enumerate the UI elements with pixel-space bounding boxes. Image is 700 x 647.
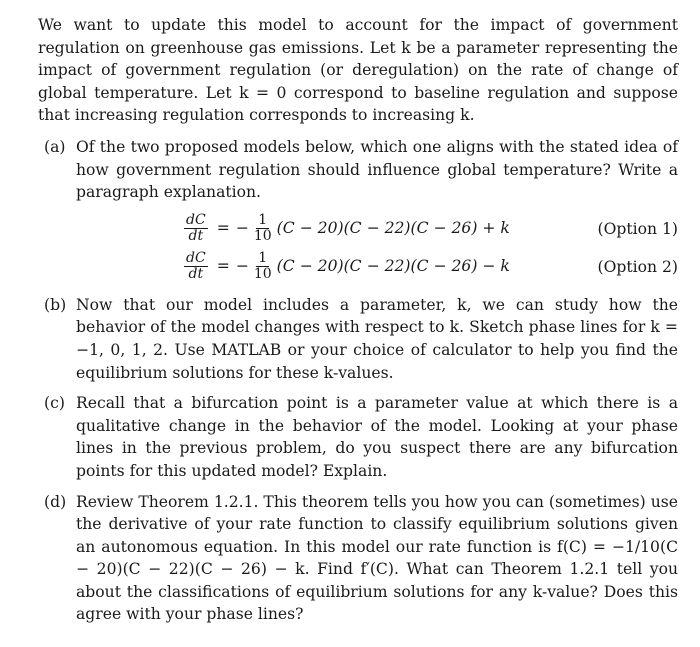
part-a (38, 136, 678, 284)
part-a-text: Of the two proposed models below, which one aligns with the stated idea of how government regulation should influence global temperature? Write a paragraph explanation. (76, 137, 678, 202)
equation-option-2-math (181, 250, 510, 284)
coefficient-fraction (252, 251, 274, 282)
equation-option-1 (76, 212, 678, 246)
coefficient-fraction (252, 213, 274, 244)
equation-tag: (Option 1) (597, 219, 678, 238)
coefficient-numerator: 1 (258, 250, 268, 267)
equation-tag: (Option 2) (597, 257, 678, 276)
equation-body: (C − 20)(C − 22)(C − 26) − k (276, 257, 510, 276)
part-b (38, 294, 678, 384)
part-b-label: (b) (44, 295, 67, 314)
equation-block (76, 212, 678, 284)
equation-body: (C − 20)(C − 22)(C − 26) + k (276, 219, 510, 238)
derivative-numerator: dC (186, 212, 206, 229)
minus-sign: − (235, 257, 249, 276)
equals-sign: = (216, 219, 230, 238)
part-b-text: Now that our model includes a parameter, k, we can study how the behavior of the model changes with respect to k. Sketch phase lines for k = −1, 0, 1, 2. Use MATLAB or your choice of calculator to help you find the equilibrium solutions for these k-values. (76, 295, 678, 382)
equation-option-2 (76, 250, 678, 284)
part-a-label: (a) (44, 137, 66, 156)
derivative-fraction (184, 213, 208, 244)
part-c-text: Recall that a bifurcation point is a parameter value at which there is a qualitative change in the behavior of the model. Looking at your phase lines in the previous problem, do you suspect there are any bifurcation points for this updated model? Explain. (76, 394, 678, 480)
coefficient-denominator: 10 (253, 266, 272, 283)
part-d (38, 491, 678, 627)
coefficient-numerator: 1 (258, 212, 268, 229)
derivative-fraction (184, 251, 208, 282)
derivative-numerator: dC (186, 250, 206, 267)
part-d-label: (d) (44, 492, 67, 511)
equals-sign: = (216, 257, 230, 276)
derivative-denominator: dt (188, 266, 204, 283)
minus-sign: − (235, 219, 249, 238)
intro-paragraph: We want to update this model to account for the impact of government regulation on greenhouse gas emissions. Let k be a parameter representing the impact of government regulation (or deregulation) on the rate of change of global temperature. Let k = 0 correspond to baseline regulation and suppose that increasing regulation corresponds to increasing k. (38, 16, 678, 125)
part-d-text: Review Theorem 1.2.1. This theorem tells you how you can (sometimes) use the derivative of your rate function to classify equilibrium solutions given an autonomous equation. In this model our rate function is f(C) = −1/10(C − 20)(C − 22)(C − 26) − k. Find f′(C). What can Theorem 1.2.1 tell you about the classifications of equilibrium solutions for any k-value? Does this agree with your phase lines? (76, 492, 678, 624)
coefficient-denominator: 10 (253, 228, 272, 245)
part-c (38, 392, 678, 482)
derivative-denominator: dt (188, 228, 204, 245)
equation-option-1-math (181, 212, 510, 246)
part-c-label: (c) (44, 394, 65, 413)
